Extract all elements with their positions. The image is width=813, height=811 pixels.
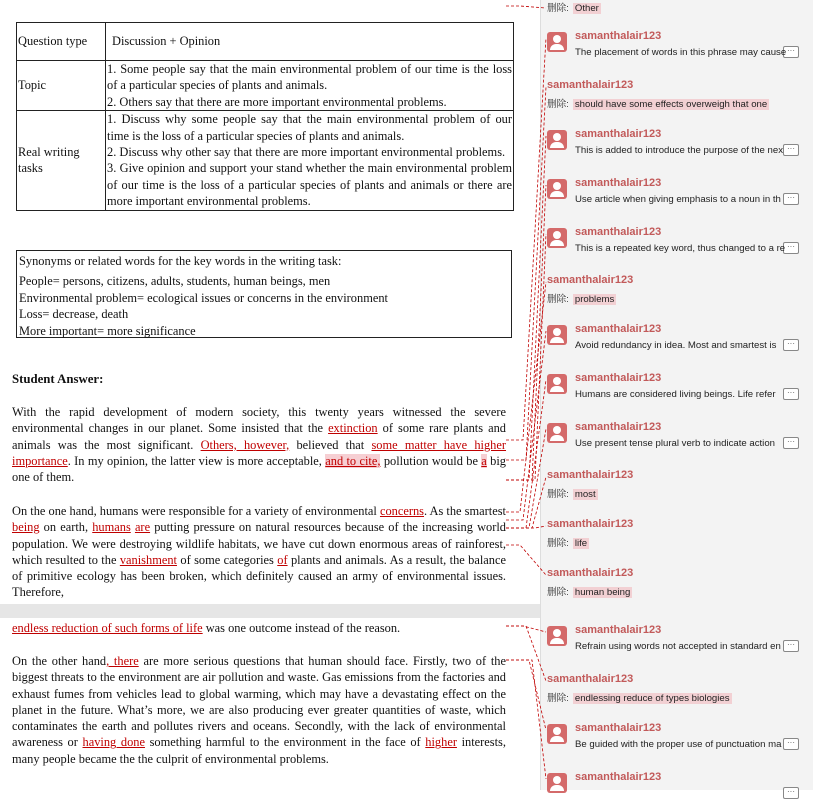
comment-author: samanthalair123	[575, 323, 662, 335]
comment-author: samanthalair123	[547, 469, 634, 481]
comment-author: samanthalair123	[547, 673, 634, 685]
revision-mark[interactable]: being	[12, 520, 40, 535]
comment-balloon[interactable]	[547, 323, 805, 363]
deletion-label: 删除:	[547, 538, 569, 549]
deletion-balloon[interactable]	[547, 518, 805, 558]
deletion-text	[547, 486, 787, 500]
deleted-text: life	[574, 538, 588, 549]
deletion-balloon[interactable]	[547, 274, 805, 314]
question-type-label: Question type	[17, 23, 106, 61]
revision-mark[interactable]: a	[481, 453, 487, 468]
more-options-icon[interactable]: ···	[783, 738, 799, 750]
synonym-line: Environmental problem= ecological issues or concerns in the environment	[19, 290, 388, 305]
synonyms-box	[16, 250, 512, 338]
comment-text: Avoid redundancy in idea. Most and smartest is	[575, 340, 777, 351]
topic-line-1: 1. Some people say that the main environmental problem of our time is the loss of a particular species of plants and animals.	[107, 62, 512, 93]
comment-author: samanthalair123	[575, 771, 662, 783]
topic-label: Topic	[17, 61, 106, 111]
page-break	[0, 604, 540, 618]
paragraph-3[interactable]: endless reduction of such forms of life was one outcome instead of the reason.	[12, 621, 401, 635]
writing-tasks-label: Real writing tasks	[17, 111, 106, 210]
revision-mark[interactable]: and to cite,	[325, 453, 381, 468]
deletion-label: 删除:	[547, 693, 569, 704]
avatar-icon	[547, 130, 567, 150]
revision-mark[interactable]: of	[277, 552, 288, 567]
comments-pane	[540, 0, 813, 796]
paragraph-1[interactable]: With the rapid development of modern society, this twenty years witnessed the severe environmental changes in our planet. Some insisted that the extinction of some rare plants and animals was the most significant. Others, however, believed that some matter have higher importance. In my opinion, the latter view is more acceptable, and to cite, pollution would be a big one of them.	[12, 405, 507, 485]
comment-balloon[interactable]	[547, 372, 805, 412]
revision-mark[interactable]: concerns	[379, 504, 425, 518]
revision-mark[interactable]: , there	[106, 654, 139, 668]
task-line-3: 3. Give opinion and support your stand whether the main environmental problem of our time is the loss of a particular species of plants and animals or there are more important environmental problems.	[107, 161, 512, 209]
more-options-icon[interactable]: ···	[783, 144, 799, 156]
more-options-icon[interactable]: ···	[783, 787, 799, 799]
comment-author: samanthalair123	[575, 30, 662, 42]
revision-mark[interactable]: are	[134, 520, 151, 535]
deletion-text	[547, 535, 787, 549]
comment-text: This is a repeated key word, thus changed to a re	[575, 243, 786, 254]
comment-author: samanthalair123	[547, 567, 634, 579]
more-options-icon[interactable]: ···	[783, 242, 799, 254]
avatar-icon	[547, 228, 567, 248]
comment-balloon[interactable]	[547, 722, 805, 762]
comment-author: samanthalair123	[575, 128, 662, 140]
avatar-icon	[547, 374, 567, 394]
deleted-text: most	[574, 489, 596, 500]
comment-text: Be guided with the proper use of punctuation ma	[575, 739, 782, 750]
comment-author: samanthalair123	[575, 372, 662, 384]
revision-mark[interactable]: higher	[425, 735, 457, 750]
avatar-icon	[547, 724, 567, 744]
synonym-line: Loss= decrease, death	[19, 307, 129, 322]
comment-text: Use article when giving emphasis to a noun in th	[575, 194, 781, 205]
deletion-label: 删除:	[547, 587, 569, 598]
comment-balloon[interactable]	[547, 421, 805, 461]
more-options-icon[interactable]: ···	[783, 437, 799, 449]
synonym-line: People= persons, citizens, adults, students, human beings, men	[19, 274, 331, 289]
deletion-label: 删除:	[547, 489, 569, 500]
paragraph-4[interactable]: On the other hand, there are more serious questions that human should face. Firstly, two of the biggest threats to the environment are air pollution and waste. Gas emissions from the factories and exhaust fumes from vehicles lead to global warming, which may have a devastating effect on the planet in the future. What’s more, we are also producing ever greater quantities of waste, which contaminates the earth and pollutes rivers and oceans. Secondly, with the lack of environmental awareness or having done something harmful to the environment in the face of higher interests, many people became the the culprit of environmental problems.	[12, 654, 506, 766]
comment-text: Humans are considered living beings. Life refer	[575, 389, 776, 400]
student-answer-heading: Student Answer:	[12, 372, 104, 386]
comment-balloon[interactable]	[547, 30, 805, 70]
revision-mark[interactable]: extinction	[328, 421, 378, 436]
comment-balloon[interactable]	[547, 771, 805, 811]
deleted-text: endlessing reduce of types biologies	[574, 693, 730, 704]
synonym-line: More important= more significance	[19, 323, 196, 338]
comment-text: Use present tense plural verb to indicate action	[575, 438, 775, 449]
deletion-text	[547, 291, 787, 305]
deletion-label: 删除:	[547, 294, 569, 305]
paragraph-2[interactable]: On the one hand, humans were responsible for a variety of environmental concerns. As the smartest being on earth, humans are putting pressure on natural resources because of the increasing world population. We were destroying wildlife habitats, we have cut down enormous areas of rainforest, which resulted to the vanishment of some categories of plants and animals. As a result, the balance of primitive ecology has been broken, which definitely caused an army of environmental issues. Therefore,	[12, 504, 507, 600]
revision-mark[interactable]: vanishment	[119, 552, 177, 567]
more-options-icon[interactable]: ···	[783, 339, 799, 351]
comment-author: samanthalair123	[547, 274, 634, 286]
more-options-icon[interactable]: ···	[783, 46, 799, 58]
comment-author: samanthalair123	[547, 79, 634, 91]
deletion-balloon[interactable]	[547, 79, 805, 119]
comment-text: The placement of words in this phrase may cause	[575, 47, 787, 58]
comment-balloon[interactable]	[547, 624, 805, 664]
avatar-icon	[547, 179, 567, 199]
avatar-icon	[547, 423, 567, 443]
deleted-text: human being	[574, 587, 631, 598]
comment-balloon[interactable]	[547, 177, 805, 217]
task-table	[16, 22, 514, 211]
topic-value	[106, 61, 514, 111]
writing-tasks-value	[106, 111, 514, 210]
comment-author: samanthalair123	[575, 177, 662, 189]
more-options-icon[interactable]: ···	[783, 640, 799, 652]
comment-author: samanthalair123	[575, 722, 662, 734]
deletion-text	[547, 96, 787, 110]
deletion-label: 删除:	[547, 99, 569, 110]
revision-mark[interactable]: some matter have higher importance	[12, 437, 507, 468]
comment-author: samanthalair123	[575, 624, 662, 636]
question-type-value: Discussion + Opinion	[106, 23, 514, 61]
revision-mark[interactable]: Others, however,	[200, 437, 290, 452]
revision-mark[interactable]: humans	[92, 520, 131, 535]
more-options-icon[interactable]: ···	[783, 193, 799, 205]
more-options-icon[interactable]: ···	[783, 388, 799, 400]
topic-line-2: 2. Others say that there are more important environmental problems.	[107, 94, 447, 109]
revision-mark[interactable]: having done	[82, 735, 145, 750]
deletion-text	[547, 0, 787, 14]
task-line-2: 2. Discuss why other say that there are more important environmental problems.	[107, 145, 506, 160]
revision-mark[interactable]: endless reduction of such forms of life	[12, 621, 203, 635]
deleted-text: problems	[574, 294, 615, 305]
avatar-icon	[547, 773, 567, 793]
synonyms-intro: Synonyms or related words for the key words in the writing task:	[19, 254, 342, 268]
comment-balloon[interactable]	[547, 226, 805, 266]
deletion-balloon[interactable]	[547, 567, 805, 607]
deleted-text: should have some effects overweigh that one	[574, 99, 768, 110]
comment-text: This is added to introduce the purpose of the nex	[575, 145, 783, 156]
avatar-icon	[547, 626, 567, 646]
comment-author: samanthalair123	[575, 226, 662, 238]
deleted-text: Other	[574, 3, 599, 14]
deletion-label: 删除:	[547, 3, 569, 14]
deletion-text	[547, 690, 787, 704]
comment-text: Refrain using words not accepted in standard en	[575, 641, 781, 652]
task-line-1: 1. Discuss why some people say that the main environmental problem of our time is the loss of a particular species of plants and animals.	[107, 112, 512, 143]
comment-balloon[interactable]	[547, 128, 805, 168]
deletion-balloon[interactable]	[547, 469, 805, 509]
deletion-text	[547, 584, 787, 598]
comment-author: samanthalair123	[575, 421, 662, 433]
deletion-balloon[interactable]	[547, 673, 805, 713]
avatar-icon	[547, 325, 567, 345]
avatar-icon	[547, 32, 567, 52]
comment-author: samanthalair123	[547, 518, 634, 530]
